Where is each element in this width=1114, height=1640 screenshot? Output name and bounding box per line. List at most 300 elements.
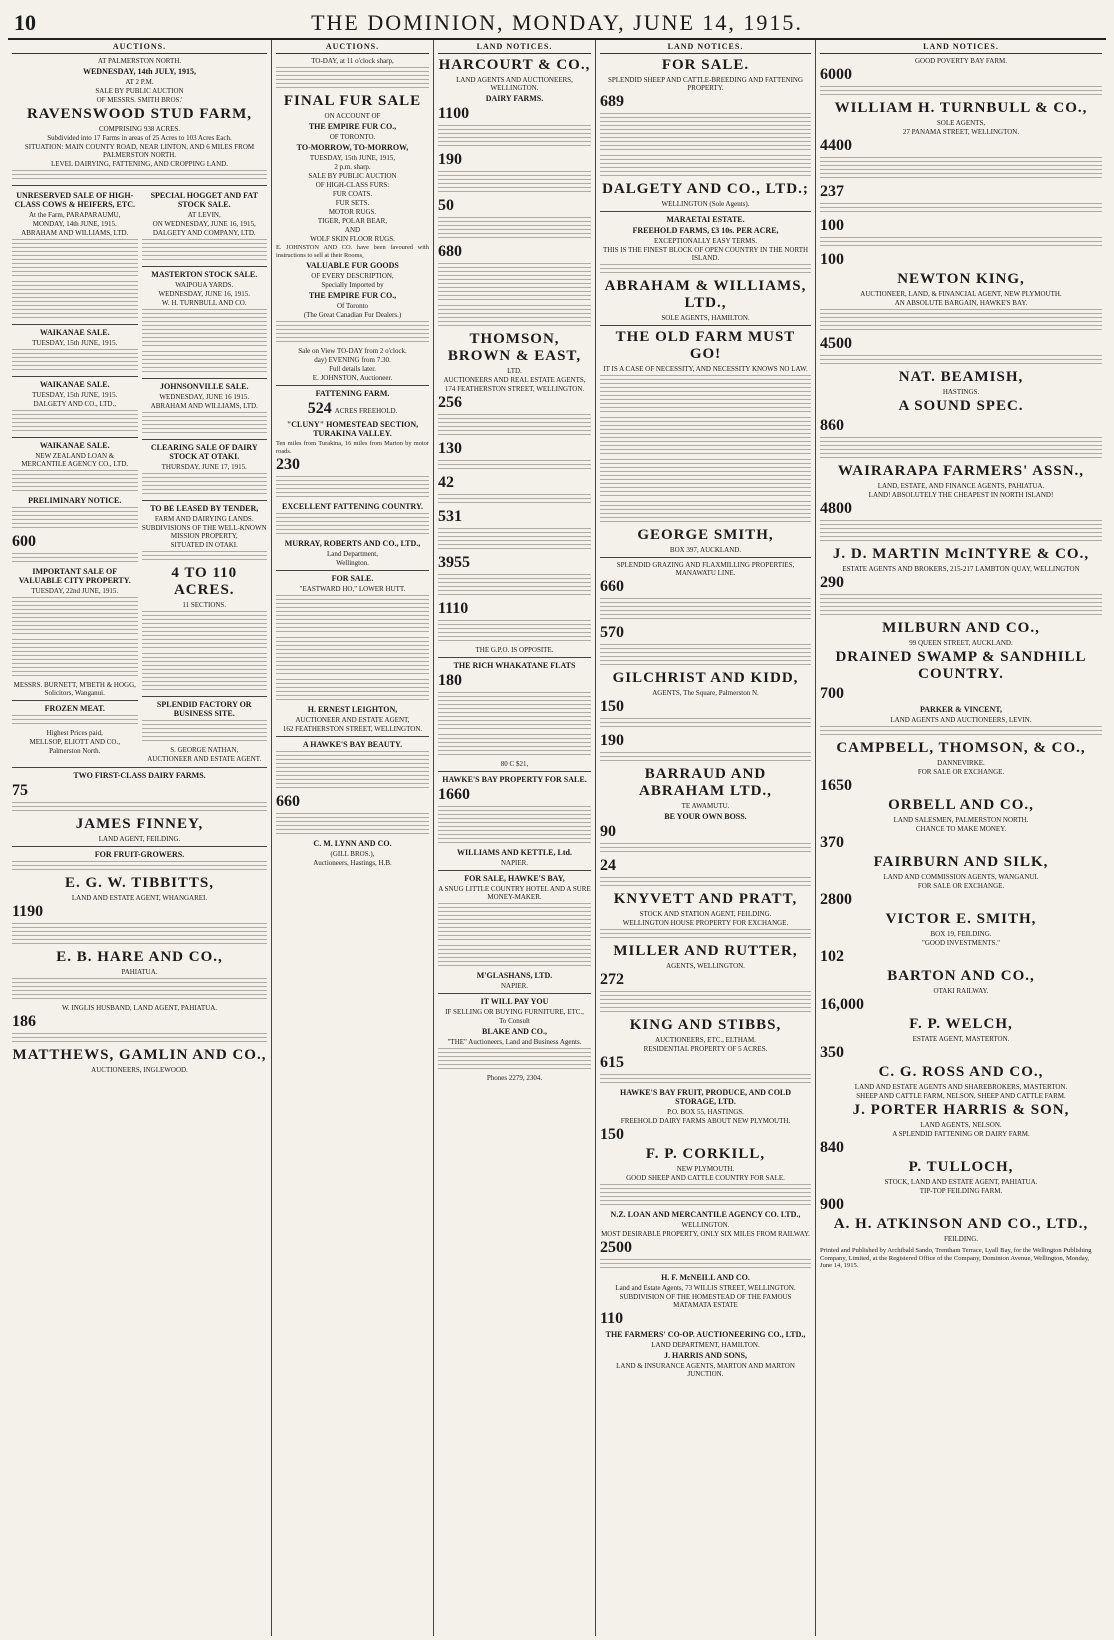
for-sale-hawkes: FOR SALE, HAWKE'S BAY,: [464, 874, 565, 883]
acres-number: 42: [438, 474, 454, 491]
harris-sons-title: LAND & INSURANCE AGENTS, MARTON AND MARTON JUNCTION.: [616, 1362, 795, 1378]
hare-place: PAHIATUA.: [121, 968, 158, 976]
text-block: [276, 321, 429, 345]
acres-number: 700: [820, 685, 844, 702]
text-block: [820, 355, 1102, 367]
tender-heading: TO BE LEASED BY TENDER,: [150, 504, 259, 513]
public-auction: SALE BY PUBLIC AUCTION: [308, 172, 397, 180]
important-sale-heading: IMPORTANT SALE OF VALUABLE CITY PROPERTY.: [18, 567, 131, 585]
divider: [12, 846, 267, 847]
full-details: Full details later.: [329, 365, 376, 374]
divider: [276, 736, 429, 737]
parker-vincent-name: PARKER & VINCENT,: [919, 705, 1002, 714]
thomson-ltd: LTD.: [507, 367, 522, 375]
maraetai-heading: MARAETAI ESTATE.: [666, 215, 745, 224]
at-levin: AT LEVIN,: [187, 211, 221, 219]
sale-exchange-heading-2: FOR SALE OR EXCHANGE.: [917, 882, 1005, 890]
column-4: [596, 40, 816, 1636]
williams-place: NAPIER.: [500, 859, 529, 867]
johnsonville-heading: JOHNSONVILLE SALE.: [160, 382, 249, 391]
good-poverty-bay: GOOD POVERTY BAY FARM.: [914, 57, 1008, 65]
acres-number: 186: [12, 1013, 36, 1030]
text-block: [820, 203, 1102, 215]
divider: [600, 557, 811, 558]
acres-number: 370: [820, 834, 844, 851]
matthews-title: AUCTIONEERS, INGLEWOOD.: [91, 1066, 188, 1074]
wolf-skin: WOLF SKIN FLOOR RUGS.: [310, 235, 395, 243]
thursday-line: THURSDAY, JUNE 17, 1915.: [161, 463, 247, 471]
text-block: [438, 125, 591, 149]
beamish-name: NAT. BEAMISH,: [898, 369, 1024, 385]
tip-top-heading: TIP-TOP FEILDING FARM.: [919, 1187, 1003, 1195]
freehold-farms: FREEHOLD FARMS, £3 10s. PER ACRE,: [632, 226, 779, 235]
evening-line: day) EVENING from 7.30.: [314, 356, 391, 365]
gpo-opposite: THE G.P.O. IS OPPOSITE.: [475, 646, 554, 654]
tibbitts-name: E. G. W. TIBBITTS,: [64, 875, 215, 891]
of-toronto-2: Of Toronto: [336, 302, 369, 311]
acres-number: 230: [276, 456, 300, 474]
acres-number: 150: [600, 698, 624, 715]
divider: [438, 657, 591, 658]
text-block: [142, 611, 268, 651]
ross-title: LAND AND ESTATE AGENTS AND SHAREBROKERS, MASTERTON.: [854, 1083, 1068, 1091]
text-block: [276, 513, 429, 537]
waikanae-sale-heading-3: WAIKANAE SALE.: [39, 441, 110, 450]
consult: To Consult: [499, 1017, 530, 1025]
two-column-block: [12, 189, 267, 764]
acres-line: [276, 400, 429, 418]
divider: [142, 696, 268, 697]
orbell-title: LAND SALESMEN, PALMERSTON NORTH.: [893, 816, 1029, 824]
land-department: Land Department,: [327, 550, 378, 559]
newton-king-title: AUCTIONEER, LAND, & FINANCIAL AGENT, NEW PLYMOUTH.: [860, 290, 1062, 298]
ravenswood-sale: SALE BY PUBLIC AUCTION: [95, 87, 184, 95]
acres-freehold: ACRES FREEHOLD.: [334, 407, 398, 416]
acres-number: 4400: [820, 137, 852, 154]
hawkes-produce-box: P.O. BOX 55, HASTINGS.: [667, 1108, 744, 1116]
knyvett-title: STOCK AND STATION AGENT, FEILDING.: [639, 910, 772, 918]
acres-number: 150: [600, 1126, 624, 1143]
text-block: [276, 476, 429, 500]
tiger-polar-bear: TIGER, POLAR BEAR,: [317, 217, 388, 225]
and-word: AND: [344, 226, 361, 234]
ravenswood-title: RAVENSWOOD STUD FARM,: [26, 106, 253, 122]
text-block: [276, 751, 429, 791]
column-3: [434, 40, 596, 1636]
specially-imported: Specially Imported by: [321, 281, 384, 290]
text-block: [12, 978, 267, 1002]
acres-number: 100: [820, 217, 844, 234]
porter-harris-title: LAND AGENTS, NELSON.: [920, 1121, 1002, 1129]
hare-name: E. B. HARE AND CO.,: [56, 949, 223, 965]
king-stibbs-place: AUCTIONEERS, ETC., ELTHAM.: [655, 1036, 756, 1044]
empire-fur-2: THE EMPIRE FUR CO.,: [308, 291, 397, 301]
acres-number: 75: [12, 782, 28, 799]
acres-number: 600: [12, 533, 36, 550]
nathan-title: AUCTIONEER AND ESTATE AGENT.: [147, 755, 262, 763]
milburn-name: MILBURN AND CO.,: [882, 620, 1040, 636]
gilchrist-name: GILCHRIST AND KIDD,: [612, 670, 799, 686]
text-block: [12, 715, 138, 727]
acres-number: 660: [600, 578, 624, 595]
acres-number: 290: [820, 574, 844, 591]
corkill-place: NEW PLYMOUTH.: [676, 1165, 735, 1173]
orbell-name: ORBELL AND CO.,: [888, 797, 1034, 813]
nathan-name: S. GEORGE NATHAN,: [170, 746, 239, 754]
leighton-title: AUCTIONEER AND ESTATE AGENT,: [295, 716, 410, 725]
divider: [142, 266, 268, 267]
section-header-land-notices: LAND NOTICES.: [438, 40, 591, 54]
harcourt-title: LAND AGENTS AND AUCTIONEERS, WELLINGTON.: [456, 76, 573, 92]
divider: [438, 771, 591, 772]
left-subcolumn: [12, 189, 138, 764]
text-block: [820, 237, 1102, 249]
text-block: [276, 679, 429, 703]
section-header-land-notices-2: LAND NOTICES.: [600, 40, 811, 54]
excellent-country: EXCELLENT FATTENING COUNTRY.: [281, 502, 423, 512]
fattening-farm-heading: FATTENING FARM.: [315, 389, 390, 399]
leighton-name: H. ERNEST LEIGHTON,: [307, 705, 398, 715]
acres-number: 50: [438, 197, 454, 214]
acres-number: 102: [820, 948, 844, 965]
sound-spec-heading: A SOUND SPEC.: [898, 398, 1024, 414]
johnston-auctioneer: E. JOHNSTON, Auctioneer.: [312, 374, 393, 383]
cluny-homestead: "CLUNY" HOMESTEAD SECTION, TURAKINA VALLEY.: [286, 420, 419, 439]
empire-fur: THE EMPIRE FUR CO.,: [308, 122, 397, 131]
fairburn-silk-title: LAND AND COMMISSION AGENTS, WANGANUI.: [883, 873, 1039, 881]
acres-number: 90: [600, 823, 616, 840]
text-block: [600, 1184, 811, 1208]
old-farm-heading: THE OLD FARM MUST GO!: [615, 329, 796, 362]
text-block: [820, 594, 1102, 618]
text-block: [12, 1033, 267, 1045]
newton-king-name: NEWTON KING,: [897, 271, 1025, 287]
canadian-dealers: (The Great Canadian Fur Dealers.): [303, 311, 402, 320]
campbell-thomson-place: DANNEVIRKE.: [937, 759, 985, 767]
right-subcolumn: [142, 189, 268, 764]
tuesday-date: TUESDAY, 15th JUNE, 1915,: [309, 154, 396, 162]
king-stibbs-name: KING AND STIBBS,: [629, 1017, 782, 1033]
wellington-house-heading: WELLINGTON HOUSE PROPERTY FOR EXCHANGE.: [622, 919, 789, 927]
gilchrist-place: AGENTS, The Square, Palmerston N.: [652, 689, 759, 697]
sale-exchange-heading: FOR SALE OR EXCHANGE.: [917, 768, 1005, 776]
tomorrow: TO-MORROW, TO-MORROW,: [296, 143, 409, 152]
acres-number: 860: [820, 417, 844, 434]
ravenswood-situation: SITUATION: MAIN COUNTY ROAD, NEAR LINTON, AND 6 MILES FROM PALMERSTON NORTH.: [24, 143, 255, 159]
inglis-husband: W. INGLIS HUSBAND, LAND AGENT, PAHIATUA.: [61, 1004, 218, 1012]
acres-number: 272: [600, 971, 624, 988]
sheep-cattle-heading: SHEEP AND CATTLE FARM, NELSON, SHEEP AND CATTLE FARM.: [856, 1092, 1066, 1100]
text-block: [142, 653, 268, 693]
masterton-heading: MASTERTON STOCK SALE.: [151, 270, 258, 279]
welch-name: F. P. WELCH,: [909, 1016, 1013, 1032]
acres-number: 2500: [600, 1239, 632, 1256]
text-block: [600, 417, 811, 457]
martin-name: J. D. MARTIN McINTYRE & CO.,: [832, 546, 1090, 562]
text-block: [12, 170, 267, 182]
farmers-coop-dept: LAND DEPARTMENT, HAMILTON.: [651, 1341, 760, 1349]
text-block: [438, 620, 591, 644]
finest-block: THIS IS THE FINEST BLOCK OF OPEN COUNTRY IN THE NORTH ISLAND.: [602, 246, 809, 262]
acres-number: 615: [600, 1054, 624, 1071]
acres-number: 4800: [820, 500, 852, 517]
eastward-ho: "EASTWARD HO," LOWER HUTT.: [299, 585, 406, 594]
mellsop-place: Palmerston North.: [49, 747, 101, 755]
burnett-solicitors: MESSRS. BURNETT, M'BETH & HOGG, Solicitors, Wanganui.: [13, 681, 136, 697]
splendid-dairy-heading: A SPLENDID FATTENING OR DAIRY FARM.: [892, 1130, 1030, 1138]
today-line: TO-DAY, at 11 o'clock sharp,: [311, 57, 394, 65]
corkill-name: F. P. CORKILL,: [645, 1146, 766, 1162]
knyvett-name: KNYVETT AND PRATT,: [613, 891, 798, 907]
divider: [142, 500, 268, 501]
ravenswood-date: WEDNESDAY, 14th JULY, 1915,: [82, 67, 197, 76]
waikanae-sale-heading-2: WAIKANAE SALE.: [39, 380, 110, 389]
text-block: [276, 813, 429, 837]
acres-number: 1100: [438, 105, 470, 122]
parker-vincent-title: LAND AGENTS AND AUCTIONEERS, LEVIN.: [890, 716, 1032, 724]
acres-number: 1650: [820, 777, 852, 794]
acres-number: 1660: [438, 786, 470, 803]
divider: [142, 378, 268, 379]
section-header-auctions: AUCTIONS.: [12, 40, 267, 54]
divider: [12, 324, 138, 325]
wednesday-line-3: WEDNESDAY, JUNE 16 1915.: [159, 393, 250, 401]
leighton-address: 162 FEATHERSTON STREET, WELLINGTON.: [282, 725, 423, 734]
text-block: [600, 501, 811, 525]
text-block: [12, 239, 138, 279]
cheapest-heading: LAND! ABSOLUTELY THE CHEAPEST IN NORTH ISLAND!: [868, 491, 1054, 499]
text-block: [600, 991, 811, 1015]
manawatu-heading: SPLENDID GRAZING AND FLAXMILLING PROPERTIES, MANAWATU LINE.: [616, 561, 795, 577]
tender-acres: 4 TO 110 ACRES.: [171, 565, 238, 598]
victor-smith-box: BOX 19, FEILDING.: [930, 930, 992, 938]
text-block: [600, 1074, 811, 1086]
section-header-auctions-2: AUCTIONS.: [276, 40, 429, 54]
easy-terms: EXCEPTIONALLY EASY TERMS.: [653, 237, 758, 245]
nz-loan-line: NEW ZEALAND LOAN & MERCANTILE AGENCY CO., LTD.: [21, 452, 129, 468]
special-hogget-heading: SPECIAL HOGGET AND FAT STOCK SALE.: [150, 191, 258, 209]
acres-number: 900: [820, 1196, 844, 1213]
dalgety-place: WELLINGTON (Sole Agents).: [661, 200, 750, 208]
text-block: [12, 923, 267, 947]
text-block: [12, 410, 138, 434]
acres-number: 531: [438, 508, 462, 525]
thomson-name: THOMSON, BROWN & EAST,: [447, 331, 582, 364]
blake-name: BLAKE AND CO.,: [482, 1027, 547, 1036]
newspaper-title: THE DOMINION, MONDAY, JUNE 14, 1915.: [311, 10, 803, 35]
text-block: [276, 637, 429, 677]
text-block: [438, 494, 591, 506]
text-block: [438, 903, 591, 943]
text-block: [438, 574, 591, 598]
text-block: [600, 718, 811, 730]
tuesday-line-2: TUESDAY, 15th JUNE, 1915.: [32, 391, 118, 399]
text-block: [600, 264, 811, 276]
be-own-boss: BE YOUR OWN BOSS.: [664, 812, 747, 821]
text-block: [820, 309, 1102, 333]
text-block: [438, 414, 591, 438]
acres-number: 130: [438, 440, 462, 457]
whakatane-price: 80 C $21,: [500, 760, 529, 768]
matthews-name: MATTHEWS, GAMLIN AND CO.,: [12, 1047, 267, 1063]
acres-number: 1110: [438, 600, 469, 617]
final-fur-sale: FINAL FUR SALE: [283, 93, 422, 109]
waipoua-yards: WAIPOUA YARDS.: [175, 281, 234, 289]
divider: [12, 376, 138, 377]
it-will-pay: IT WILL PAY YOU: [480, 997, 549, 1006]
text-block: [600, 644, 811, 668]
text-block: [142, 239, 268, 263]
text-block: [438, 806, 591, 846]
necessity-line: IT IS A CASE OF NECESSITY, AND NECESSITY KNOWS NO LAW.: [603, 365, 808, 373]
harcourt-name: HARCOURT & CO.,: [438, 57, 591, 73]
acres-number: 1190: [12, 903, 44, 920]
mcglashan-place: NAPIER.: [500, 982, 529, 990]
miller-place: AGENTS, WELLINGTON.: [666, 962, 745, 970]
divider: [142, 439, 268, 440]
column-5: [816, 40, 1106, 1636]
murray-roberts: MURRAY, ROBERTS AND CO., LTD.,: [284, 539, 421, 549]
dairy-farms: DAIRY FARMS.: [485, 94, 544, 103]
text-block: [12, 349, 138, 373]
ravenswood-comprising: COMPRISING 938 ACRES.: [98, 125, 181, 133]
turnbull-address: 27 PANAMA STREET, WELLINGTON.: [902, 128, 1020, 136]
acres-number: 100: [820, 251, 844, 268]
tuesday-line: TUESDAY, 15th JUNE, 1915.: [32, 339, 118, 347]
text-block: [142, 351, 268, 375]
miller-name: MILLER AND RUTTER,: [613, 943, 798, 959]
divider: [438, 870, 591, 871]
text-block: [820, 86, 1102, 98]
text-block: [600, 752, 811, 764]
ravenswood-of: OF MESSRS. SMITH BROS.': [96, 96, 183, 104]
section-header-land-notices-3: LAND NOTICES.: [820, 40, 1102, 54]
sections-count: 11 SECTIONS.: [182, 601, 227, 609]
acres-number: 237: [820, 183, 844, 200]
dalgety-line: DALGETY AND CO., LTD.,: [33, 400, 116, 408]
text-block: [276, 595, 429, 635]
fruit-growers-heading: FOR FRUIT-GROWERS.: [94, 850, 185, 859]
acres-number: 840: [820, 1139, 844, 1156]
hawkes-produce: HAWKE'S BAY FRUIT, PRODUCE, AND COLD STORAGE, LTD.: [619, 1088, 792, 1106]
blake-title: "THE" Auctioneers, Land and Business Agents.: [447, 1038, 582, 1046]
text-block: [12, 861, 267, 873]
for-sale-heading: FOR SALE.: [331, 574, 374, 584]
divider: [12, 437, 138, 438]
barton-place: OTAKI RAILWAY.: [933, 987, 989, 995]
acres-number: 190: [438, 151, 462, 168]
text-block: [600, 113, 811, 153]
imprint: Printed and Published by Archibald Sando, Trentham Terrace, Lyall Bay, for the Wellington Publishing Company, Limited, at the Registered Office of the Company, Dominion Avenue, Wellington, Monday, June 14, 1915.: [820, 1247, 1092, 1270]
text-block: [438, 692, 591, 732]
valuable-fur-goods: VALUABLE FUR GOODS: [306, 261, 399, 271]
ravenswood-subdivided: Subdivided into 17 Farms in areas of 25 Acres to 103 Acres Each.: [47, 134, 232, 142]
chance-heading: CHANCE TO MAKE MONEY.: [915, 825, 1007, 833]
tibbitts-title: LAND AND ESTATE AGENT, WHANGAREI.: [71, 894, 208, 902]
text-block: [12, 281, 138, 321]
mission-subdivisions: SUBDIVISIONS OF THE WELL-KNOWN MISSION PROPERTY,: [141, 524, 267, 540]
bargain-heading: AN ABSOLUTE BARGAIN, HAWKE'S BAY.: [894, 299, 1028, 307]
hawkes-bay-property: HAWKE'S BAY PROPERTY FOR SALE.: [442, 775, 587, 784]
abraham-williams-1: ABRAHAM AND WILLIAMS, LTD.: [21, 229, 129, 237]
wednesday-line: ON WEDNESDAY, JUNE 16, 1915,: [152, 220, 256, 228]
abraham-williams-place: SOLE AGENTS, HAMILTON.: [661, 314, 750, 322]
finney-title: LAND AGENT, FEILDING.: [98, 835, 181, 843]
columns: [8, 40, 1106, 1636]
fur-sets: FUR SETS.: [335, 199, 370, 207]
johnston-intro: E. JOHNSTON AND CO. have been favoured with instructions to sell at their Rooms,: [276, 244, 429, 259]
if-selling: IF SELLING OR BUYING FURNITURE, ETC.,: [445, 1008, 584, 1016]
for-sale-big: FOR SALE.: [661, 57, 750, 73]
thomson-title: AUCTIONEERS AND REAL ESTATE AGENTS,: [443, 376, 586, 384]
wellington-place: Wellington.: [336, 559, 369, 568]
mellsop-name: MELLSOP, ELIOTT AND CO.,: [29, 738, 120, 746]
frozen-prices: Highest Prices paid,: [46, 729, 103, 737]
acres-number: 689: [600, 93, 624, 110]
freehold-dairy-heading: FREEHOLD DAIRY FARMS ABOUT NEW PLYMOUTH.: [620, 1117, 791, 1125]
turnbull-name: WILLIAM H. TURNBULL & CO.,: [834, 100, 1088, 116]
text-block: [438, 171, 591, 195]
every-description: OF EVERY DESCRIPTION,: [311, 272, 394, 281]
text-block: [12, 597, 138, 637]
text-block: [276, 67, 429, 91]
ross-name: C. G. ROSS AND CO.,: [878, 1064, 1044, 1080]
acres-number: 660: [276, 793, 300, 811]
text-block: [142, 551, 268, 563]
text-block: [142, 720, 268, 744]
whakatane-heading: THE RICH WHAKATANE FLATS: [453, 661, 576, 670]
martin-title: ESTATE AGENTS AND BROKERS, 215-217 LAMBTON QUAY, WELLINGTON: [842, 565, 1080, 573]
on-account: ON ACCOUNT OF: [324, 112, 381, 120]
text-block: [600, 877, 811, 889]
welch-title: ESTATE AGENT, MASTERTON.: [912, 1035, 1010, 1043]
ravenswood-level: LEVEL DAIRYING, FATTENING, AND CROPPING LAND.: [51, 160, 228, 168]
barraud-name: BARRAUD AND ABRAHAM LTD.,: [639, 766, 772, 799]
sale-on-view: Sale on View TO-DAY from 2 o'clock.: [298, 347, 407, 356]
text-block: [820, 520, 1102, 544]
lynn-gill: (GILL BROS.),: [330, 850, 375, 859]
divider: [600, 211, 811, 212]
page-number: 10: [14, 10, 36, 35]
text-block: [438, 945, 591, 969]
most-desirable-heading: MOST DESIRABLE PROPERTY, ONLY SIX MILES FROM RAILWAY.: [601, 1230, 810, 1238]
acres-number: 180: [438, 672, 462, 689]
text-block: [820, 726, 1102, 738]
atkinson-place: FEILDING.: [943, 1235, 979, 1243]
acres-number: 524: [307, 400, 332, 418]
high-class-furs: OF HIGH-CLASS FURS:: [315, 181, 390, 189]
divider: [600, 325, 811, 326]
text-block: [12, 802, 267, 814]
drained-swamp-heading: DRAINED SWAMP & SANDHILL COUNTRY.: [835, 649, 1087, 682]
two-dairy-farms-heading: TWO FIRST-CLASS DAIRY FARMS.: [73, 771, 206, 780]
lynn-name: C. M. LYNN AND CO.: [313, 839, 392, 849]
text-block: [438, 263, 591, 303]
divider: [438, 993, 591, 994]
good-sheep-heading: GOOD SHEEP AND CATTLE COUNTRY FOR SALE.: [626, 1174, 785, 1182]
text-block: [12, 507, 138, 531]
campbell-thomson-name: CAMPBELL, THOMSON, & CO.,: [836, 740, 1086, 756]
text-block: [438, 734, 591, 758]
hawkes-bay-beauty: A HAWKE'S BAY BEAUTY.: [302, 740, 403, 750]
text-block: [142, 412, 268, 436]
mcneill-address: Land and Estate Agents, 73 WILLIS STREET, WELLINGTON.: [615, 1284, 796, 1292]
tulloch-name: P. TULLOCH,: [908, 1159, 1014, 1175]
text-block: [820, 437, 1102, 461]
harris-sons-name: J. HARRIS AND SONS,: [664, 1351, 747, 1360]
tulloch-title: STOCK, LAND AND ESTATE AGENT, PAHIATUA.: [884, 1178, 1038, 1186]
acres-number: 110: [600, 1310, 624, 1327]
